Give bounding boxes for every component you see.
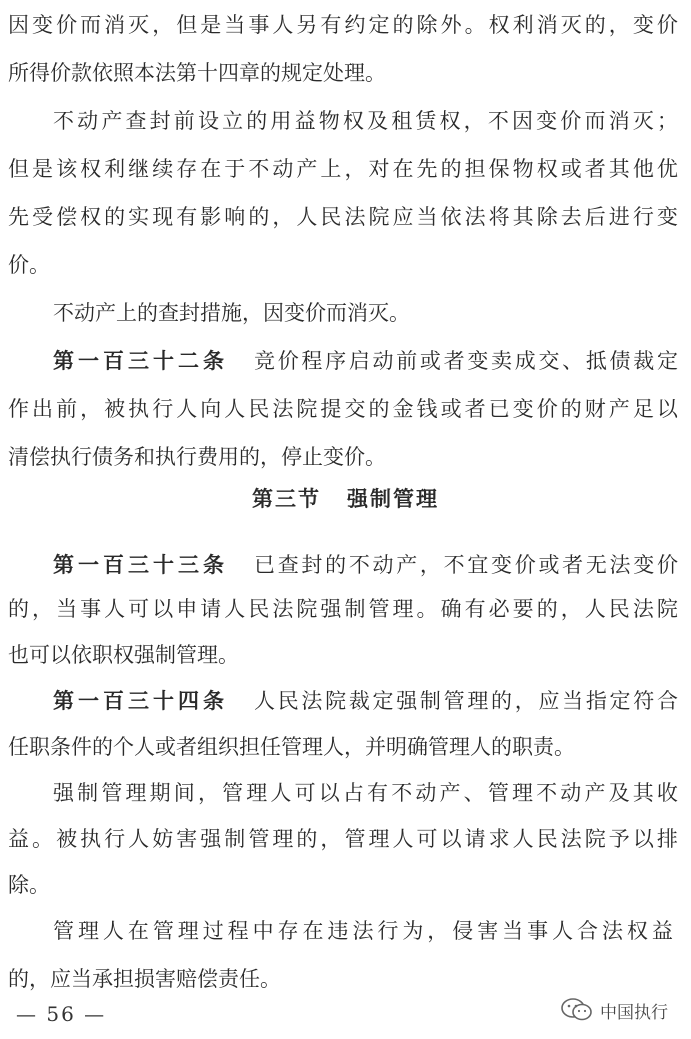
text-segment: 竞 价 程 序 启 动 前 或 者 变 卖 成 交 、 抵 债 裁 定 (254, 349, 678, 373)
text-line: 也可以依职权强制管理。 (8, 643, 239, 667)
text-line: 先 受 偿 权 的 实 现 有 影 响 的 ， 人 民 法 院 应 当 依 法 将 其 除 去 后 进 行 变 (8, 205, 678, 229)
article-133-line (53, 552, 678, 578)
text-line: 不 动 产 查 封 前 设 立 的 用 益 物 权 及 租 赁 权 ， 不 因 变 价 而 消 灭 ； (53, 109, 678, 133)
page-number: — 56 — (16, 1002, 107, 1026)
article-134-heading: 第一百三十四条 (53, 688, 228, 713)
text-line: 任职条件的个人或者组织担任管理人，并明确管理人的职责。 (8, 735, 575, 759)
text-line: 益 。 被 执 行 人 妨 害 强 制 管 理 的 ， 管 理 人 可 以 请 求 人 民 法 院 予 以 排 (8, 827, 678, 851)
article-132-line (53, 348, 678, 374)
text-line: 除。 (8, 873, 50, 897)
section-name: 强制管理 (347, 486, 439, 511)
wechat-icon (560, 997, 594, 1023)
text-line: 的，应当承担损害赔偿责任。 (8, 967, 281, 991)
text-line: 价。 (8, 253, 50, 277)
article-133-heading: 第一百三十三条 (53, 552, 228, 577)
watermark-text: 中国执行 (600, 1002, 668, 1023)
text-segment: 已 查 封 的 不 动 产 ， 不 宜 变 价 或 者 无 法 变 价 (254, 553, 678, 577)
text-line: 管 理 人 在 管 理 过 程 中 存 在 违 法 行 为 ， 侵 害 当 事 人 合 法 权 益 (53, 919, 673, 943)
text-line: 但 是 该 权 利 继 续 存 在 于 不 动 产 上 ， 对 在 先 的 担 保 物 权 或 者 其 他 优 (8, 157, 678, 181)
text-segment: 人 民 法 院 裁 定 强 制 管 理 的 ， 应 当 指 定 符 合 (254, 689, 678, 713)
wechat-watermark (560, 997, 668, 1023)
text-line: 不动产上的查封措施，因变价而消灭。 (53, 301, 410, 325)
text-line: 因 变 价 而 消 灭 ， 但 是 当 事 人 另 有 约 定 的 除 外 。 权 利 消 灭 的 ， 变 价 (8, 13, 678, 37)
text-line: 清偿执行债务和执行费用的，停止变价。 (8, 445, 386, 469)
text-line: 作 出 前 ， 被 执 行 人 向 人 民 法 院 提 交 的 金 钱 或 者 已 变 价 的 财 产 足 以 (8, 397, 678, 421)
section-number: 第三节 (252, 486, 321, 511)
article-132-heading: 第一百三十二条 (53, 348, 228, 373)
article-134-line (53, 688, 678, 714)
text-line: 强 制 管 理 期 间 ， 管 理 人 可 以 占 有 不 动 产 、 管 理 不 动 产 及 其 收 (53, 781, 678, 805)
text-line: 所得价款依照本法第十四章的规定处理。 (8, 61, 386, 85)
section-title (0, 486, 691, 512)
text-line: 的 ， 当 事 人 可 以 申 请 人 民 法 院 强 制 管 理 。 确 有 必 要 的 ， 人 民 法 院 (8, 597, 678, 621)
